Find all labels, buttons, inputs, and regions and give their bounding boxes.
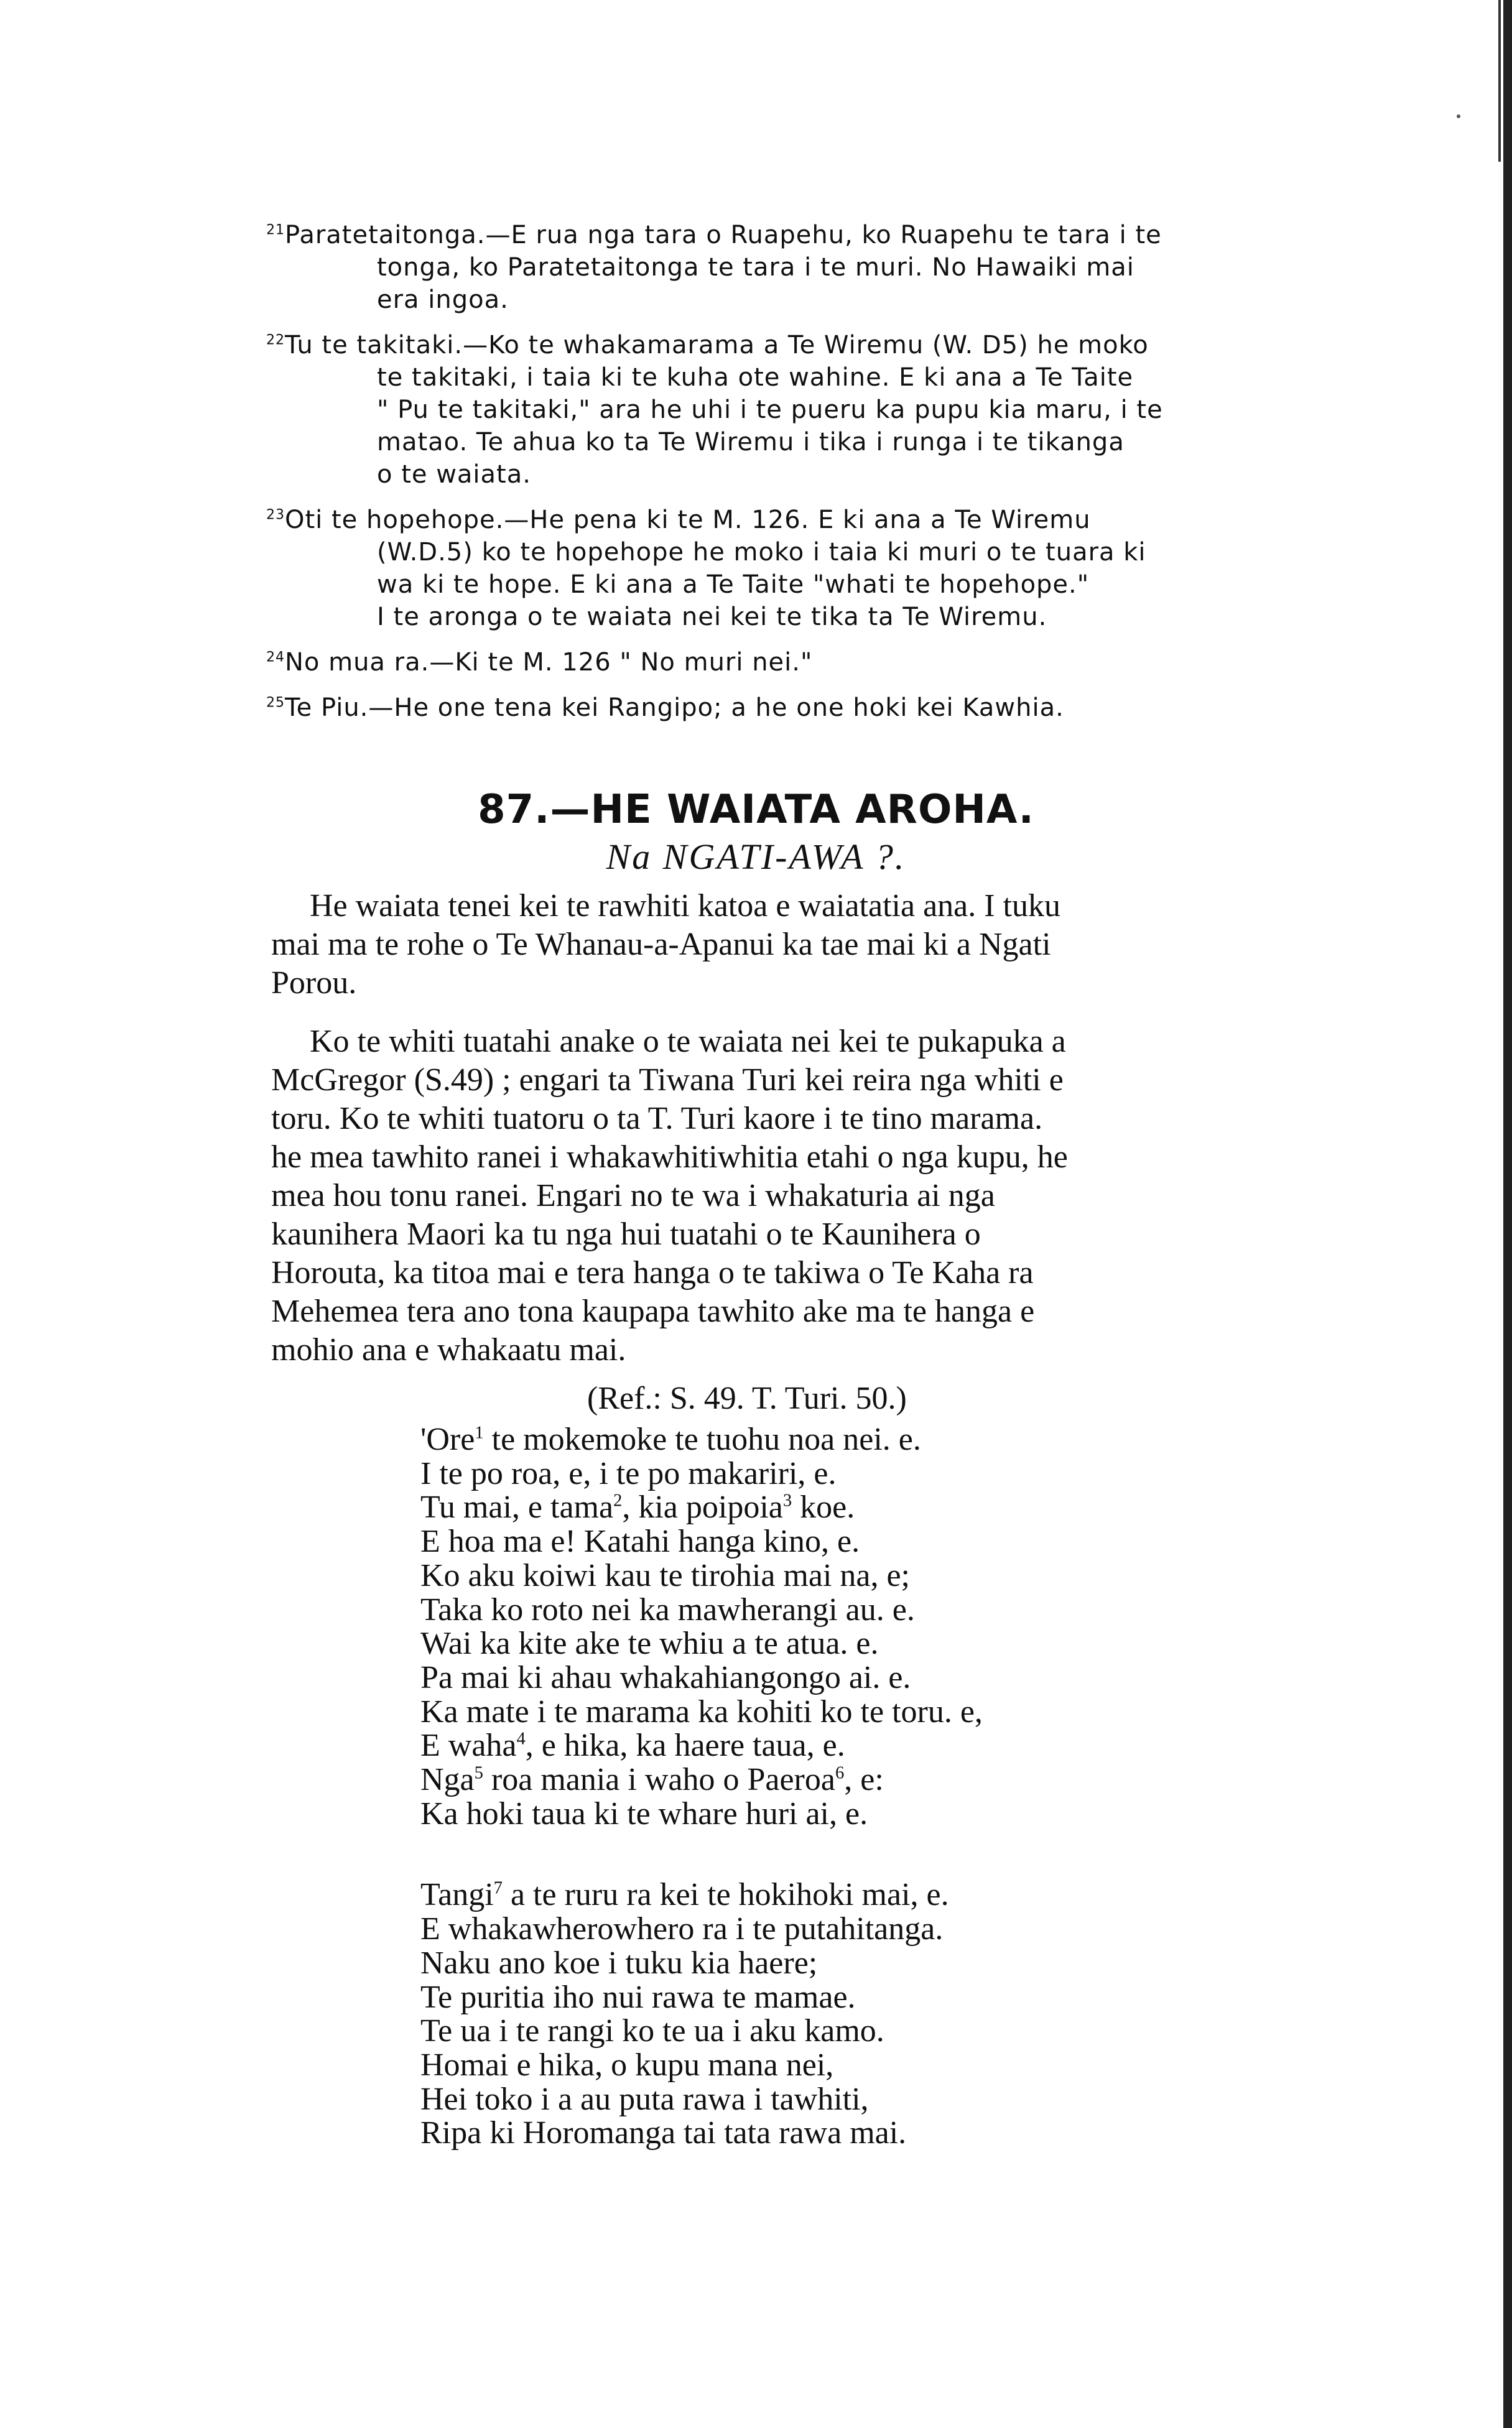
footnote-number: 21 xyxy=(266,222,285,238)
verse-text: I te po roa, e, i te po makariri, e. xyxy=(420,1455,837,1491)
footnote-number: 25 xyxy=(266,695,285,711)
verse-line xyxy=(420,1797,1291,1832)
footnote-marker: 4 xyxy=(516,1730,526,1749)
paragraph-line: mea hou tonu ranei. Engari no te wa i whakaturia ai nga xyxy=(271,1178,995,1213)
footnote-line: tonga, ko Paratetaitonga te tara i te muri. No Hawaiki mai xyxy=(377,253,1134,282)
verse-line xyxy=(420,1525,1291,1559)
verse-line xyxy=(420,1729,1291,1763)
footnote-line: Oti te hopehope.—He pena ki te M. 126. E ki ana a Te Wiremu xyxy=(285,506,1091,534)
footnote-marker: 5 xyxy=(474,1763,483,1783)
verse-text: Tu mai, e tama xyxy=(420,1490,614,1526)
verse-text: Pa mai ki ahau whakahiangongo ai. e. xyxy=(420,1659,911,1695)
verse-text: E whakawherowhero ra i te putahitanga. xyxy=(420,1911,944,1947)
song-title: 87.—HE WAIATA AROHA. xyxy=(478,787,1034,833)
footnote-line: I te aronga o te waiata nei kei te tika ta Te Wiremu. xyxy=(377,603,1047,631)
verse-line xyxy=(420,1491,1291,1525)
verse-text: , kia poipoia xyxy=(622,1490,783,1526)
verse-text: 'Ore xyxy=(420,1422,475,1457)
paragraph-line: mai ma te rohe o Te Whanau-a-Apanui ka tae mai ki a Ngati xyxy=(271,927,1051,962)
footnote-line: (W.D.5) ko te hopehope he moko i taia ki muri o te tuara ki xyxy=(377,538,1146,567)
footnote-marker: 2 xyxy=(613,1491,623,1511)
paragraph-line: Mehemea tera ano tona kaupapa tawhito ake ma te hanga e xyxy=(271,1294,1035,1329)
paragraph-line: toru. Ko te whiti tuatoru o ta T. Turi kaore i te tino marama. xyxy=(271,1101,1043,1136)
paragraph xyxy=(271,887,1329,1003)
verse-line xyxy=(420,1457,1291,1491)
paragraph-line: he mea tawhito ranei i whakawhitiwhitia etahi o nga kupu, he xyxy=(271,1139,1068,1175)
footnote-marker: 3 xyxy=(782,1491,792,1511)
verse-line xyxy=(420,1559,1291,1593)
footnote-line: te takitaki, i taia ki te kuha ote wahine. E ki ana a Te Taite xyxy=(377,363,1134,392)
footnote-marker: 7 xyxy=(493,1879,503,1899)
footnote xyxy=(266,329,1324,491)
footnote-line: Paratetaitonga.—E rua nga tara o Ruapehu, ko Ruapehu te tara i te xyxy=(285,221,1162,249)
verse-line xyxy=(420,1763,1291,1797)
verse-text: Naku ano koe i tuku kia haere; xyxy=(420,1945,818,1981)
paragraph-line: Porou. xyxy=(271,965,357,1001)
verse-text: Tangi xyxy=(420,1877,494,1913)
verse-line xyxy=(420,1627,1291,1661)
verse-line xyxy=(420,1423,1291,1457)
verse-text: Te ua i te rangi ko te ua i aku kamo. xyxy=(420,2013,884,2049)
intro-prose xyxy=(271,887,1329,1389)
stanza xyxy=(420,1423,1291,1831)
page-edge-border xyxy=(1503,0,1512,2428)
verse-text: Ka hoki taua ki te whare huri ai, e. xyxy=(420,1796,868,1832)
verse-text: koe. xyxy=(792,1490,855,1526)
verse-text: E waha xyxy=(420,1728,517,1764)
verse-line xyxy=(420,1981,1291,2015)
reference-line: (Ref.: S. 49. T. Turi. 50.) xyxy=(587,1381,907,1416)
verse-line xyxy=(420,1912,1291,1947)
footnote xyxy=(266,219,1324,316)
paragraph-line: Ko te whiti tuatahi anake o te waiata nei kei te pukapuka a xyxy=(310,1024,1066,1059)
verse-line xyxy=(420,2116,1291,2151)
footnote-marker: 6 xyxy=(835,1763,845,1783)
scan-speck xyxy=(1457,114,1460,118)
verse-line xyxy=(420,1593,1291,1628)
verse-text: , e hika, ka haere taua, e. xyxy=(525,1728,845,1764)
verse-text: te mokemoke te tuohu noa nei. e. xyxy=(483,1422,921,1457)
verse-text: Hei toko i a au puta rawa i tawhiti, xyxy=(420,2081,869,2117)
verse-text: Ripa ki Horomanga tai tata rawa mai. xyxy=(420,2115,907,2151)
verse-text: Wai ka kite ake te whiu a te atua. e. xyxy=(420,1626,879,1662)
paragraph-line: kaunihera Maori ka tu nga hui tuatahi o te Kaunihera o xyxy=(271,1216,981,1252)
verse-line xyxy=(420,1878,1291,1912)
paragraph-line: He waiata tenei kei te rawhiti katoa e waiatatia ana. I tuku xyxy=(310,888,1060,924)
footnote-line: " Pu te takitaki," ara he uhi i te pueru ka pupu kia maru, i te xyxy=(377,396,1163,424)
footnote xyxy=(266,646,1324,679)
footnote-number: 23 xyxy=(266,507,285,523)
verse-text: Te puritia iho nui rawa te mamae. xyxy=(420,1979,856,2015)
footnote-line: o te waiata. xyxy=(377,460,531,489)
verse-text: E hoa ma e! Katahi hanga kino, e. xyxy=(420,1524,860,1560)
page-edge-mark xyxy=(1498,0,1501,162)
verse-line xyxy=(420,2083,1291,2117)
footnote-line: Te Piu.—He one tena kei Rangipo; a he one hoki kei Kawhia. xyxy=(285,693,1064,722)
footnote-marker: 1 xyxy=(475,1423,484,1443)
verse-line xyxy=(420,2049,1291,2083)
verse-text: roa mania i waho o Paeroa xyxy=(483,1762,835,1798)
verse-text: Homai e hika, o kupu mana nei, xyxy=(420,2047,834,2083)
verse-text: Nga xyxy=(420,1762,475,1798)
verse-line xyxy=(420,1661,1291,1695)
verse-text: Ka mate i te marama ka kohiti ko te toru. e, xyxy=(420,1694,983,1730)
verse-line xyxy=(420,1947,1291,1981)
song-attribution: Na NGATI-AWA ?. xyxy=(606,836,906,877)
footnote xyxy=(266,692,1324,724)
verse-line xyxy=(420,2014,1291,2049)
paragraph-line: McGregor (S.49) ; engari ta Tiwana Turi kei reira nga whiti e xyxy=(271,1062,1064,1098)
footnotes-section xyxy=(266,219,1324,737)
footnote-line: No mua ra.—Ki te M. 126 " No muri nei." xyxy=(285,648,813,677)
song-verse xyxy=(420,1423,1291,2198)
verse-text: a te ruru ra kei te hokihoki mai, e. xyxy=(502,1877,949,1913)
footnote-line: wa ki te hope. E ki ana a Te Taite "whati te hopehope." xyxy=(377,570,1090,599)
paragraph-line: mohio ana e whakaatu mai. xyxy=(271,1332,626,1368)
footnote-line: matao. Te ahua ko ta Te Wiremu i tika i runga i te tikanga xyxy=(377,428,1125,456)
verse-text: Taka ko roto nei ka mawherangi au. e. xyxy=(420,1592,915,1628)
footnote-line: era ingoa. xyxy=(377,285,509,314)
footnote-number: 24 xyxy=(266,649,285,665)
paragraph xyxy=(271,1022,1329,1369)
verse-text: Ko aku koiwi kau te tirohia mai na, e; xyxy=(420,1557,911,1593)
footnote-line: Tu te takitaki.—Ko te whakamarama a Te Wiremu (W. D5) he moko xyxy=(285,331,1149,359)
footnote xyxy=(266,504,1324,633)
verse-line xyxy=(420,1695,1291,1730)
footnote-number: 22 xyxy=(266,332,285,348)
verse-text: , e: xyxy=(844,1762,884,1798)
paragraph-line: Horouta, ka titoa mai e tera hanga o te takiwa o Te Kaha ra xyxy=(271,1255,1034,1290)
stanza xyxy=(420,1878,1291,2151)
